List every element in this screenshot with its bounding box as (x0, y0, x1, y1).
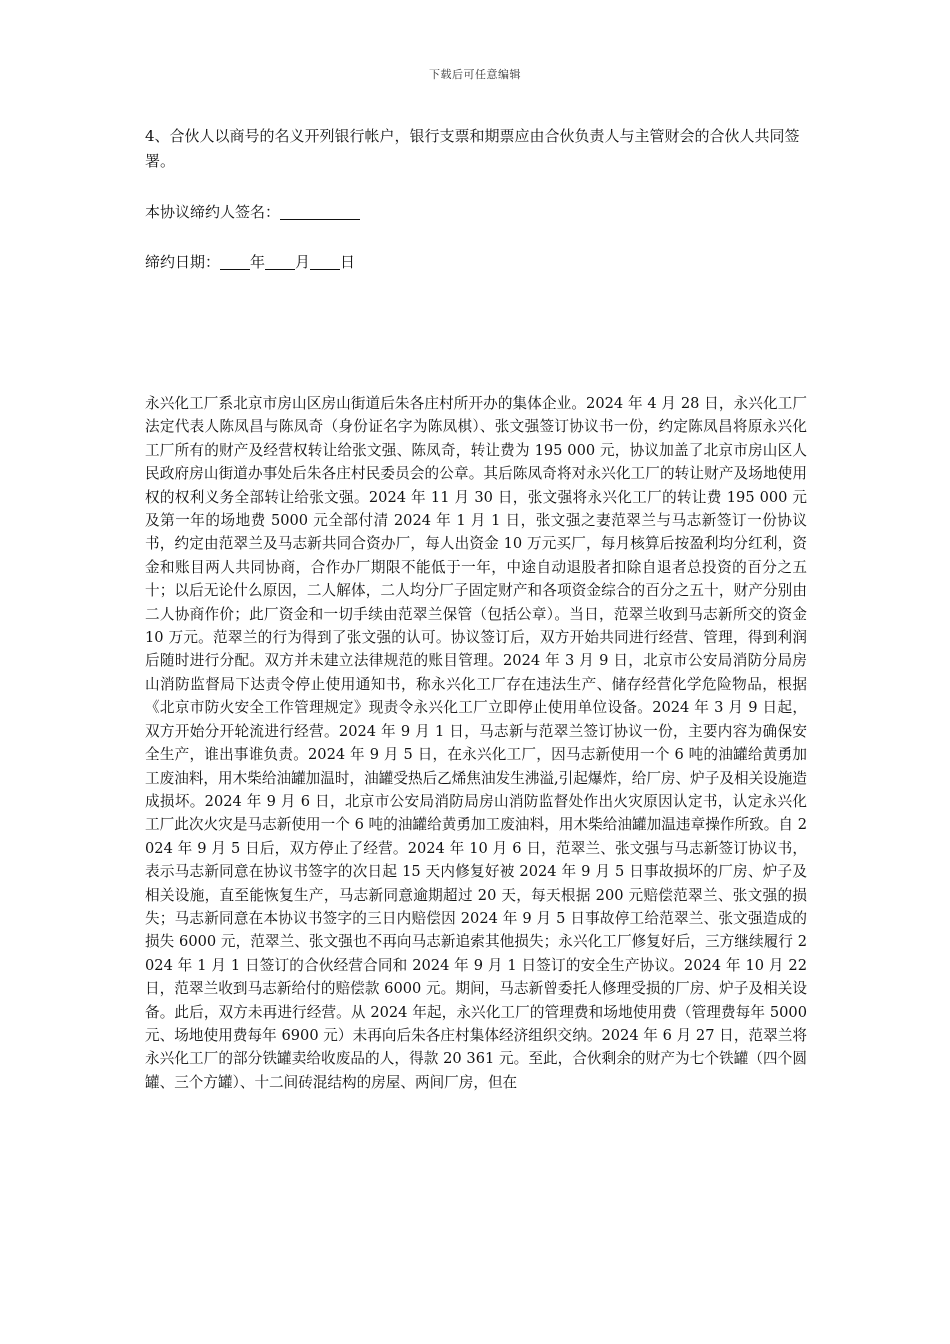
page-header: 下载后可任意编辑 (429, 68, 521, 81)
signature-blank (280, 203, 360, 220)
year-blank (220, 253, 250, 270)
clause-4-paragraph: 4、合伙人以商号的名义开列银行帐户，银行支票和期票应由合伙负责人与主管财会的合伙人共同签署。 (145, 127, 800, 170)
case-paragraph: 永兴化工厂系北京市房山区房山街道后朱各庄村所开办的集体企业。2024 年 4 月 28 日，永兴化工厂法定代表人陈凤昌与陈凤奇（身份证名字为陈凤棋）、张文强签订协议书一份，约定陈凤昌将原永兴化工厂所有的财产及经营权转让给张文强、陈凤奇，转让费为 195 000 元，协议加盖了北京市房山区人民政府房山街道办事处后朱各庄村民委员会的公章。其后陈凤奇将对永兴化工厂的转让财产及场地使用权的权利义务全部转让给张文强。2024 年 11 月 30 日，张文强将永兴化工厂的转让费 195 000 元及第一年的场地费 5000 元全部付清 2024 年 1 月 1 日，张文强之妻范翠兰与马志新签订一份协议书，约定由范翠兰及马志新共同合资办厂，每人出资金 10 万元买厂，每月核算后按盈利均分红利，资金和账目两人共同协商，合作办厂期限不能低于一年，中途自动退股者扣除自退者总投资的百分之五十；以后无论什么原因，二人解体，二人均分厂子固定财产和各项资金综合的百分之五十，财产分别由二人协商作价；此厂资金和一切手续由范翠兰保管（包括公章）。当日，范翠兰收到马志新所交的资金 10 万元。范翠兰的行为得到了张文强的认可。协议签订后，双方开始共同进行经营、管理，得到利润后随时进行分配。双方并未建立法律规范的账目管理。2024 年 3 月 9 日，北京市公安局消防分局房山消防监督局下达责令停止使用通知书，称永兴化工厂存在违法生产、储存经营化学危险物品，根据《北京市防火安全工作管理规定》现责令永兴化工厂立即停止使用单位设备。2024 年 3 月 9 日起，双方开始分开轮流进行经营。2024 年 9 月 1 日，马志新与范翠兰签订协议一份，主要内容为确保安全生产，谁出事谁负责。2024 年 9 月 5 日，在永兴化工厂，因马志新使用一个 6 吨的油罐给黄勇加工废油料，用木柴给油罐加温时，油罐受热后乙烯焦油发生沸溢,引起爆炸，给厂房、炉子及相关设施造成损坏。2024 年 9 月 6 日，北京市公安局消防局房山消防监督处作出火灾原因认定书，认定永兴化工厂此次火灾是马志新使用一个 6 吨的油罐给黄勇加工废油料，用木柴给油罐加温违章操作所致。自 2024 年 9 月 5 日后，双方停止了经营。2024 年 10 月 6 日，范翠兰、张文强与马志新签订协议书，表示马志新同意在协议书签字的次日起 15 天内修复好被 2024 年 9 月 5 日事故损坏的厂房、炉子及相关设施，直至能恢复生产，马志新同意逾期超过 20 天，每天根据 200 元赔偿范翠兰、张文强的损失；马志新同意在本协议书签字的三日内赔偿因 2024 年 9 月 5 日事故停工给范翠兰、张文强造成的损失 6000 元，范翠兰、张文强也不再向马志新追索其他损失；永兴化工厂修复好后，三方继续履行 2024 年 1 月 1 日签订的合伙经营合同和 2024 年 9 月 1 日签订的安全生产协议。2024 年 10 月 22 日，范翠兰收到马志新给付的赔偿款 6000 元。期间，马志新曾委托人修理受损的厂房、炉子及相关设备。此后，双方未再进行经营。从 2024 年起，永兴化工厂的管理费和场地使用费（管理费每年 5000 元、场地使用费每年 6900 元）未再向后朱各庄村集体经济组织交纳。2024 年 6 月 27 日，范翠兰将永兴化工厂的部分铁罐卖给收废品的人，得款 20 361 元。至此，合伙剩余的财产为七个铁罐（四个圆罐、三个方罐）、十二间砖混结构的房屋、两间厂房，但在 (145, 395, 807, 1091)
signature-label: 本协议缔约人签名： (145, 203, 281, 221)
month-blank (265, 253, 295, 270)
day-label: 日 (340, 253, 356, 271)
year-label: 年 (250, 253, 266, 271)
date-line (145, 250, 807, 275)
date-label: 缔约日期： (145, 253, 221, 271)
day-blank (310, 253, 340, 270)
signature-line (145, 200, 807, 225)
month-label: 月 (295, 253, 311, 271)
